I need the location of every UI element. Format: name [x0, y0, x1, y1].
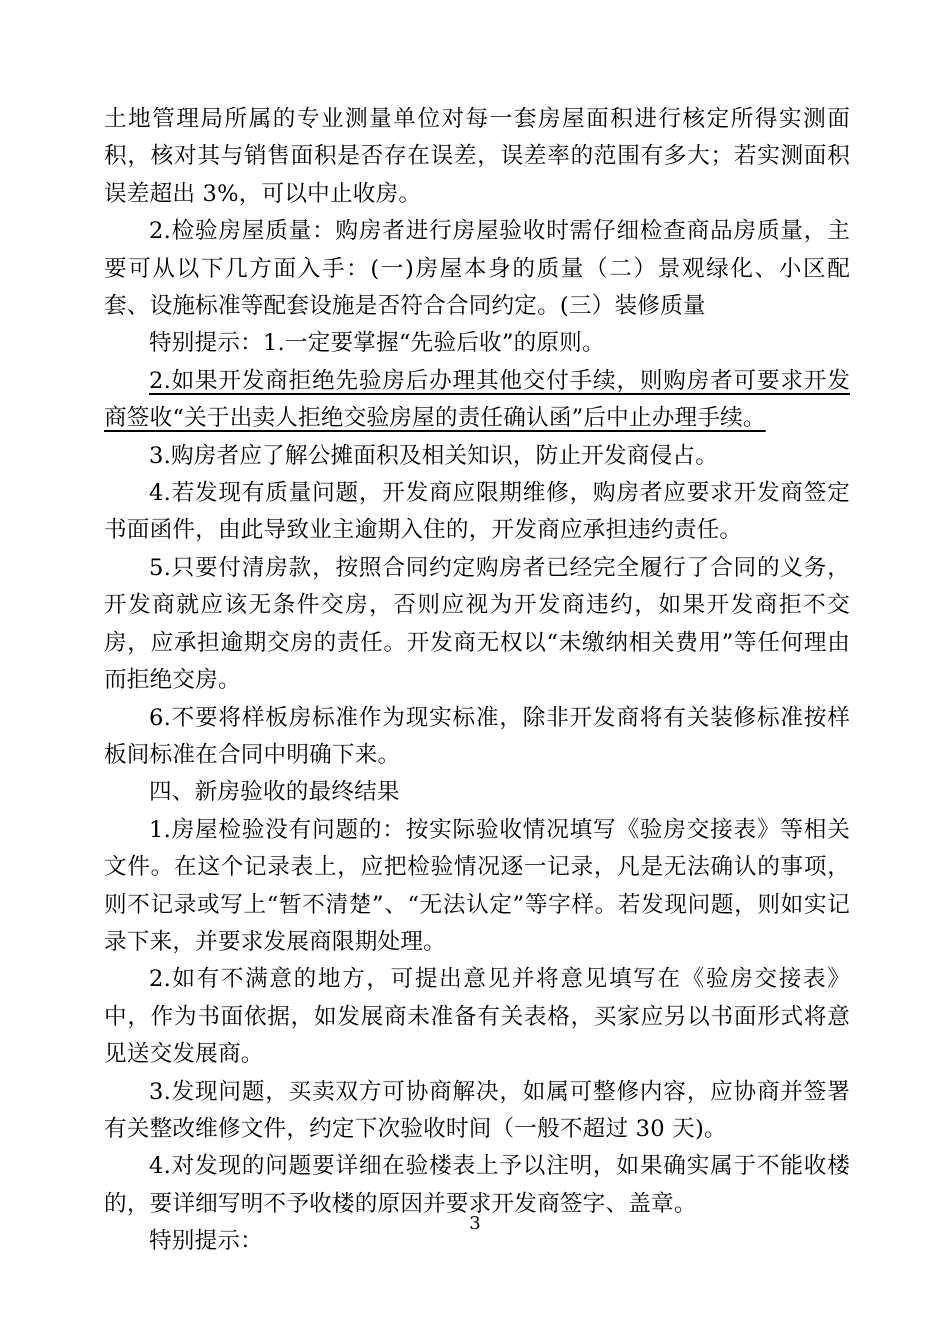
- paragraph-continuation: 土地管理局所属的专业测量单位对每一套房屋面积进行核定所得实测面积，核对其与销售面积是否存在误差，误差率的范围有多大；若实测面积误差超出 3%，可以中止收房。: [104, 106, 850, 207]
- paragraph-result-4: 4.对发现的问题要详细在验楼表上予以注明，如果确实属于不能收楼的，要详细写明不予收楼的原因并要求开发商签字、盖章。: [104, 1153, 850, 1217]
- paragraph-result-1: 1.房屋检验没有问题的：按实际验收情况填写《验房交接表》等相关文件。在这个记录表上，应把检验情况逐一记录，凡是无法确认的事项，则不记录或写上“暂不清楚”、“无法认定”等字样。若发现问题，则如实记录下来，并要求发展商限期处理。: [104, 816, 850, 955]
- paragraph-tip-4: 4.若发现有质量问题，开发商应限期维修，购房者应要求开发商签定书面函件，由此导致业主逾期入住的，开发商应承担违约责任。: [104, 480, 850, 544]
- paragraph-tip-6: 6.不要将样板房标准作为现实标准，除非开发商将有关装修标准按样板间标准在合同中明确下来。: [104, 704, 850, 768]
- paragraph-tip-3: 3.购房者应了解公摊面积及相关知识，防止开发商侵占。: [149, 442, 719, 469]
- section-heading-final-result: 四、新房验收的最终结果: [149, 779, 400, 806]
- paragraph-inspect-quality: 2.检验房屋质量：购房者进行房屋验收时需仔细检查商品房质量，主要可从以下几方面入手：(一)房屋本身的质量（二）景观绿化、小区配套、设施标准等配套设施是否符合合同约定。(三）装修质量: [104, 218, 850, 320]
- document-body: [104, 101, 850, 1261]
- paragraph-result-2: 2.如有不满意的地方，可提出意见并将意见填写在《验房交接表》中，作为书面依据，如发展商未准备有关表格，买家应另以书面形式将意见送交发展商。: [104, 966, 850, 1068]
- paragraph-special-tip-heading: 特别提示：: [149, 1228, 263, 1255]
- paragraph-special-tip-1: 特别提示：1.一定要掌握“先验后收”的原则。: [149, 330, 605, 357]
- page-number: 3: [469, 1213, 481, 1234]
- paragraph-result-3: 3.发现问题，买卖双方可协商解决，如属可整修内容，应协商并签署有关整改维修文件，约定下次验收时间（一般不超过 30 天)。: [104, 1078, 850, 1142]
- paragraph-tip-5: 5.只要付清房款，按照合同约定购房者已经完全履行了合同的义务，开发商就应该无条件交房，否则应视为开发商违约，如果开发商拒不交房，应承担逾期交房的责任。开发商无权以“未缴纳相关费用”等任何理由而拒绝交房。: [104, 554, 850, 694]
- paragraph-special-tip-2-underlined: 2.如果开发商拒绝先验房后办理其他交付手续，则购房者可要求开发商签收“关于出卖人拒绝交验房屋的责任确认函”后中止办理手续。: [104, 367, 850, 432]
